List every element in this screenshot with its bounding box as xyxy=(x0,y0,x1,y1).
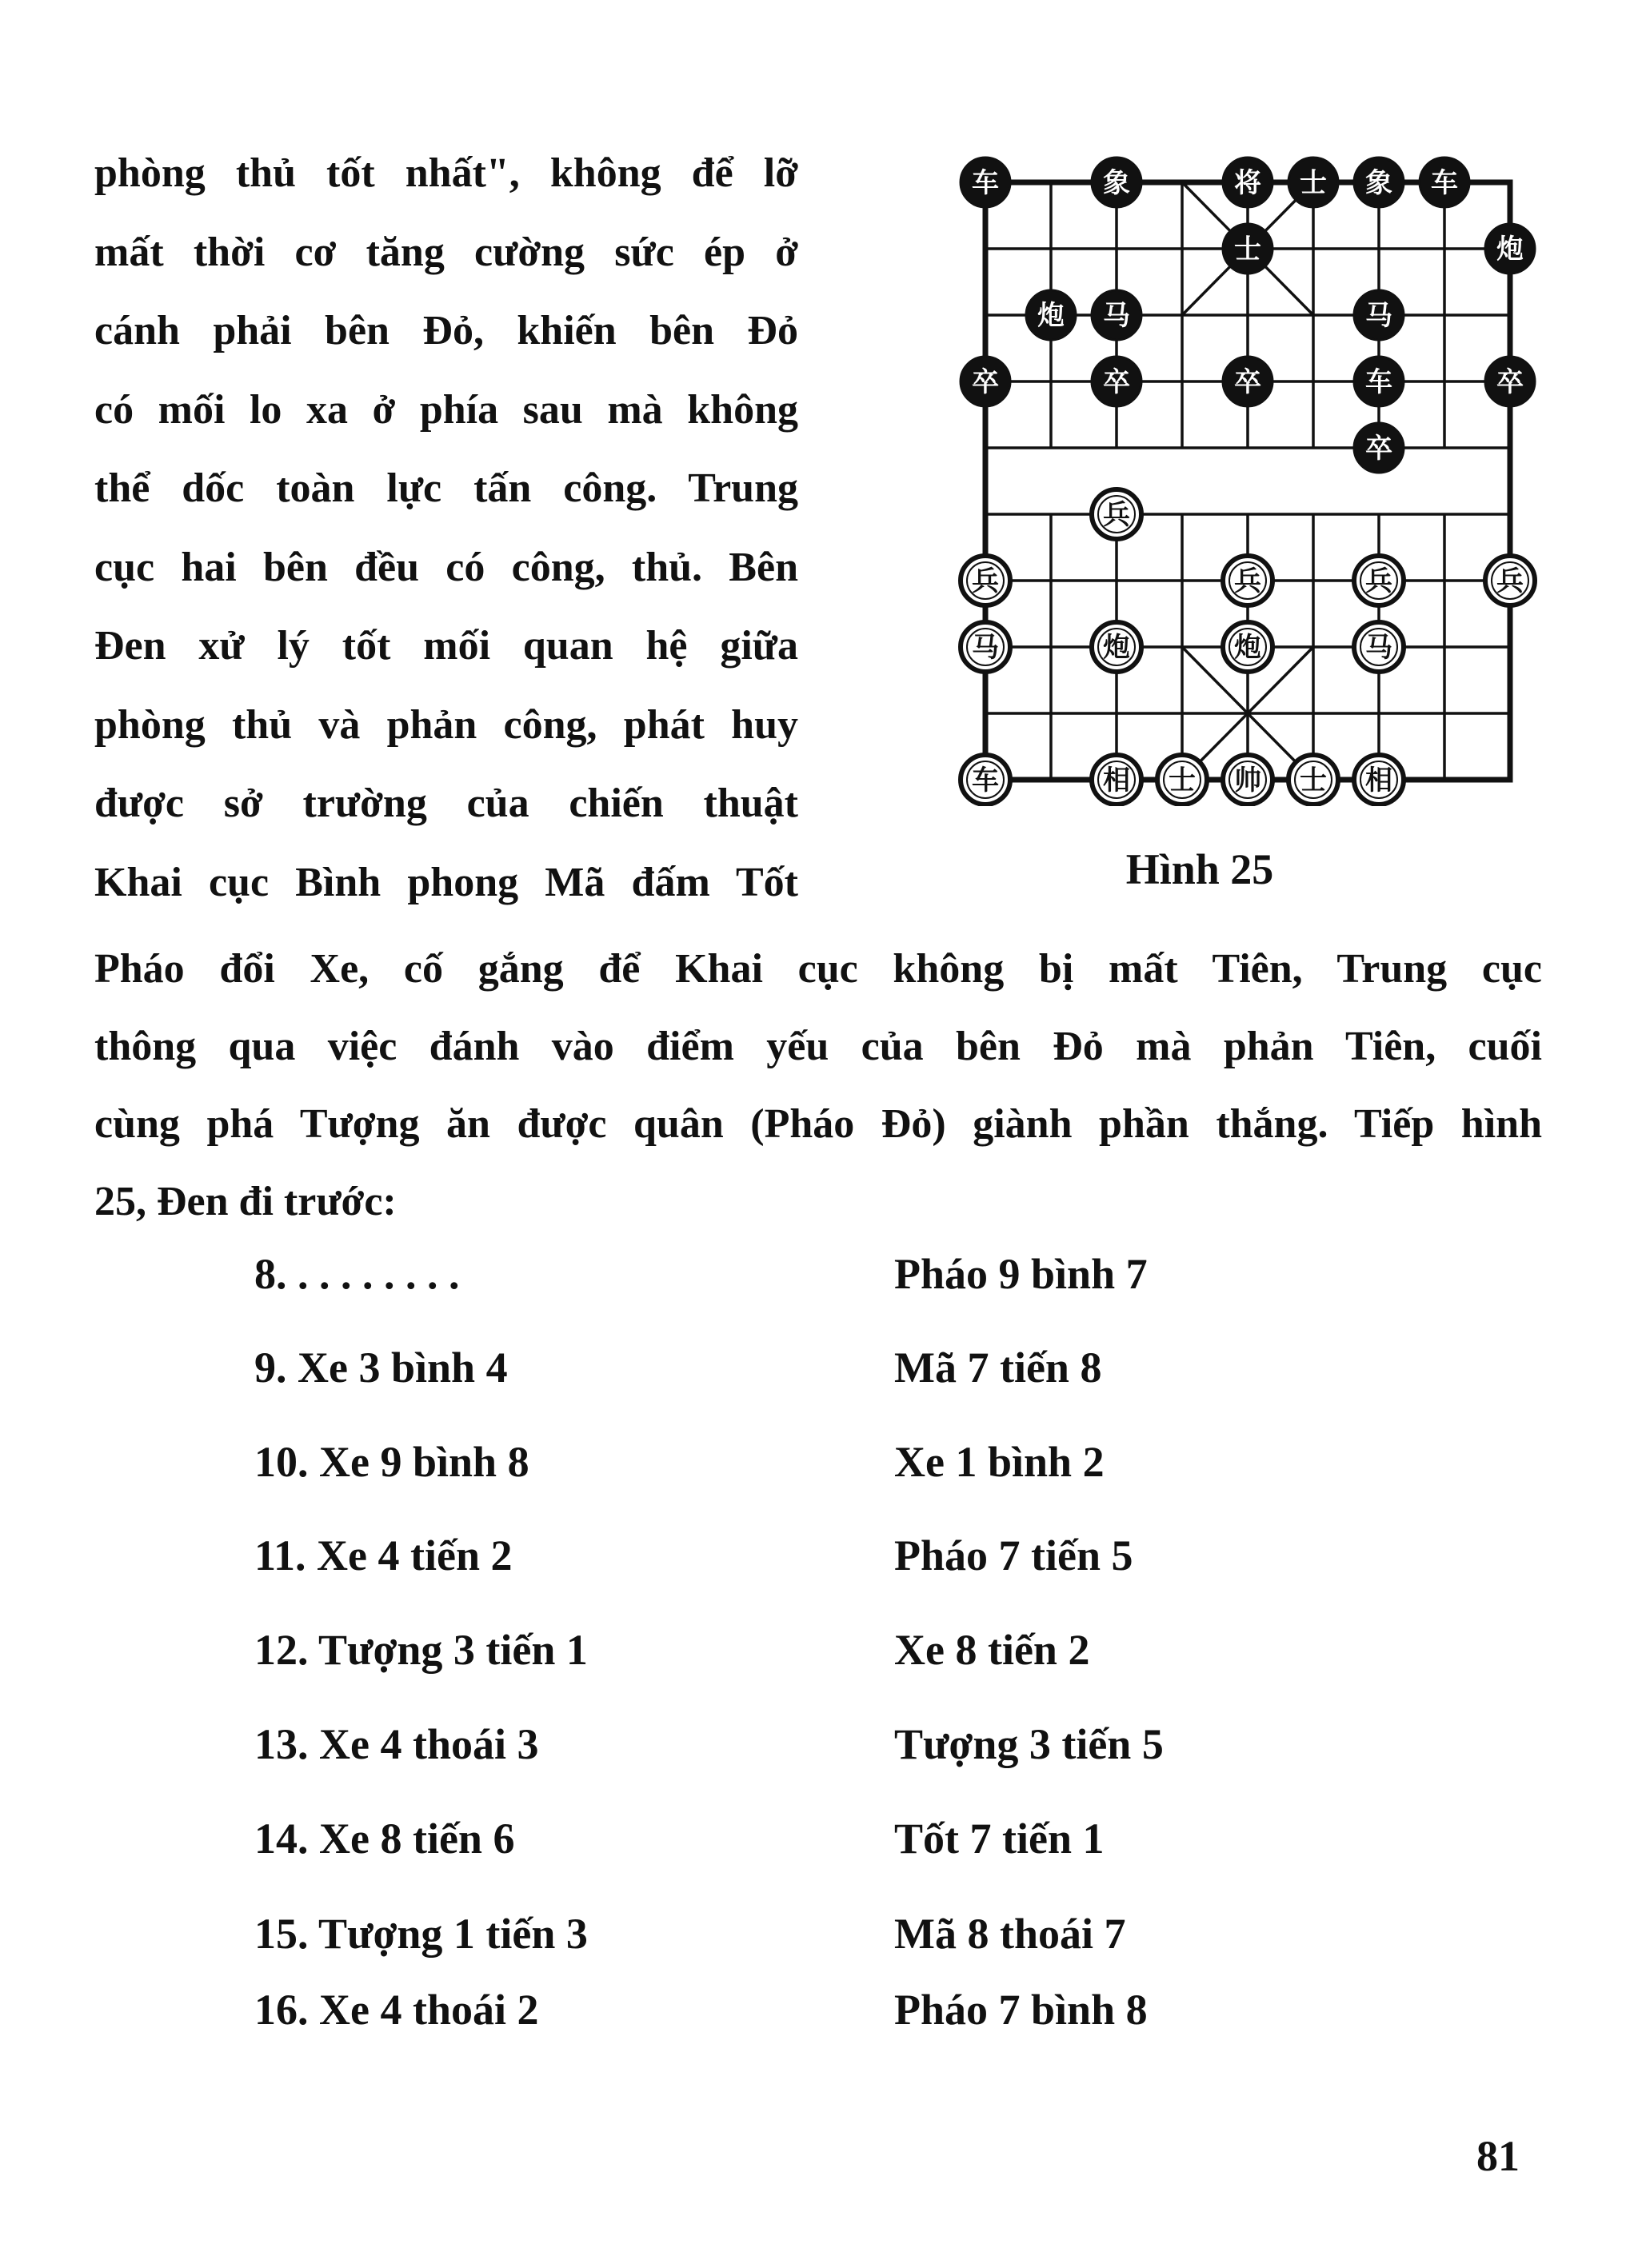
move-black: Mã 7 tiến 8 xyxy=(894,1344,1102,1392)
piece-glyph: 象 xyxy=(1365,167,1392,199)
piece-glyph: 兵 xyxy=(1234,565,1261,597)
piece-glyph: 卒 xyxy=(972,366,999,398)
move-row xyxy=(254,1531,1294,1587)
text-line: được sở trường của chiến thuật xyxy=(94,781,798,826)
move-red: 10. Xe 9 bình 8 xyxy=(254,1438,529,1486)
move-red: 9. Xe 3 bình 4 xyxy=(254,1344,508,1392)
piece-glyph: 兵 xyxy=(1103,499,1130,531)
move-red: 14. Xe 8 tiến 6 xyxy=(254,1815,515,1863)
move-red: 15. Tượng 1 tiến 3 xyxy=(254,1910,588,1958)
text-line: phòng thủ tốt nhất", không để lỡ xyxy=(94,150,798,196)
piece-glyph: 兵 xyxy=(1365,565,1392,597)
red-piece xyxy=(1092,755,1141,805)
red-piece xyxy=(1288,755,1338,805)
red-piece xyxy=(1223,556,1272,605)
piece-glyph: 车 xyxy=(1431,167,1458,199)
move-black: Mã 8 thoái 7 xyxy=(894,1910,1126,1958)
text-line: 25, Đen đi trước: xyxy=(94,1179,397,1224)
black-piece xyxy=(1354,357,1404,406)
red-piece xyxy=(1354,556,1404,605)
black-piece xyxy=(1354,158,1404,207)
black-piece xyxy=(1092,158,1141,207)
text-line: cùng phá Tượng ăn được quân (Pháo Đỏ) giành phần thắng. Tiếp hình xyxy=(94,1101,1542,1147)
piece-glyph: 兵 xyxy=(1496,565,1524,597)
black-piece xyxy=(1485,357,1535,406)
body-paragraph xyxy=(94,930,1542,1240)
move-red: 13. Xe 4 thoái 3 xyxy=(254,1720,539,1768)
piece-glyph: 士 xyxy=(1169,765,1196,797)
piece-glyph: 帅 xyxy=(1234,765,1261,797)
text-line: thông qua việc đánh vào điểm yếu của bên Đỏ mà phản Tiên, cuối xyxy=(94,1024,1542,1069)
black-piece xyxy=(1420,158,1469,207)
black-piece xyxy=(1288,158,1338,207)
black-piece xyxy=(1223,224,1272,274)
piece-glyph: 相 xyxy=(1365,765,1392,797)
move-black: Pháo 9 bình 7 xyxy=(894,1250,1148,1298)
red-piece xyxy=(1485,556,1535,605)
move-row xyxy=(254,1909,1294,1965)
move-red: 8. . . . . . . . . xyxy=(254,1250,460,1298)
page-number: 81 xyxy=(1476,2132,1520,2180)
red-piece xyxy=(1223,622,1272,672)
piece-glyph: 象 xyxy=(1103,167,1130,199)
piece-glyph: 马 xyxy=(1103,300,1130,332)
move-black: Xe 8 tiến 2 xyxy=(894,1626,1090,1674)
move-row xyxy=(254,1985,1294,2041)
piece-glyph: 士 xyxy=(1234,234,1261,266)
piece-glyph: 炮 xyxy=(1496,234,1524,266)
red-piece xyxy=(961,622,1010,672)
xiangqi-board xyxy=(944,150,1552,806)
piece-glyph: 马 xyxy=(972,632,999,664)
text-line: phòng thủ và phản công, phát huy xyxy=(94,701,798,748)
text-line: mất thời cơ tăng cường sức ép ở xyxy=(94,229,798,275)
text-line: cánh phải bên Đỏ, khiến bên Đỏ xyxy=(94,308,798,353)
piece-glyph: 兵 xyxy=(972,565,999,597)
piece-glyph: 马 xyxy=(1365,300,1392,332)
left-column-text xyxy=(94,134,798,922)
black-piece xyxy=(1223,357,1272,406)
black-piece xyxy=(1354,290,1404,340)
piece-glyph: 炮 xyxy=(1037,300,1065,332)
black-piece xyxy=(1092,357,1141,406)
red-piece xyxy=(1354,622,1404,672)
move-black: Pháo 7 bình 8 xyxy=(894,1986,1148,2034)
red-piece xyxy=(1092,489,1141,539)
red-piece xyxy=(1223,755,1272,805)
move-row xyxy=(254,1719,1294,1775)
move-red: 16. Xe 4 thoái 2 xyxy=(254,1986,539,2034)
black-piece xyxy=(1223,158,1272,207)
black-piece xyxy=(1485,224,1535,274)
xiangqi-board-figure xyxy=(944,150,1552,806)
text-line: thể dốc toàn lực tấn công. Trung xyxy=(94,465,798,511)
text-line: cục hai bên đều có công, thủ. Bên xyxy=(94,544,798,590)
red-piece xyxy=(1157,755,1207,805)
move-red: 11. Xe 4 tiến 2 xyxy=(254,1531,513,1579)
red-piece xyxy=(961,755,1010,805)
move-row xyxy=(254,1625,1294,1681)
move-black: Tượng 3 tiến 5 xyxy=(894,1720,1164,1768)
red-piece xyxy=(1092,622,1141,672)
black-piece xyxy=(961,158,1010,207)
move-row xyxy=(254,1437,1294,1493)
piece-glyph: 将 xyxy=(1234,167,1261,199)
piece-glyph: 卒 xyxy=(1103,366,1130,398)
piece-glyph: 卒 xyxy=(1365,433,1392,465)
piece-glyph: 炮 xyxy=(1103,632,1130,664)
piece-glyph: 卒 xyxy=(1234,366,1261,398)
move-row xyxy=(254,1249,1294,1305)
black-piece xyxy=(1092,290,1141,340)
piece-glyph: 车 xyxy=(1365,366,1392,398)
red-piece xyxy=(961,556,1010,605)
move-row xyxy=(254,1814,1294,1870)
piece-glyph: 相 xyxy=(1103,765,1130,797)
piece-glyph: 士 xyxy=(1300,765,1327,797)
black-piece xyxy=(1026,290,1076,340)
move-black: Tốt 7 tiến 1 xyxy=(894,1815,1105,1863)
piece-glyph: 炮 xyxy=(1234,632,1261,664)
move-red: 12. Tượng 3 tiến 1 xyxy=(254,1626,588,1674)
move-black: Pháo 7 tiến 5 xyxy=(894,1531,1133,1579)
figure-caption: Hình 25 xyxy=(1125,845,1274,893)
text-line: có mối lo xa ở phía sau mà không xyxy=(94,386,798,433)
piece-glyph: 马 xyxy=(1365,632,1392,664)
black-piece xyxy=(961,357,1010,406)
piece-glyph: 士 xyxy=(1300,167,1327,199)
black-piece xyxy=(1354,423,1404,473)
move-black: Xe 1 bình 2 xyxy=(894,1438,1105,1486)
piece-glyph: 车 xyxy=(972,167,999,199)
piece-glyph: 卒 xyxy=(1496,366,1524,398)
text-line: Pháo đổi Xe, cố gắng để Khai cục không bị mất Tiên, Trung cục xyxy=(94,946,1542,992)
red-piece xyxy=(1354,755,1404,805)
piece-glyph: 车 xyxy=(972,765,999,797)
text-line: Khai cục Bình phong Mã đấm Tốt xyxy=(94,859,798,905)
move-row xyxy=(254,1343,1294,1399)
text-line: Đen xử lý tốt mối quan hệ giữa xyxy=(94,623,798,669)
